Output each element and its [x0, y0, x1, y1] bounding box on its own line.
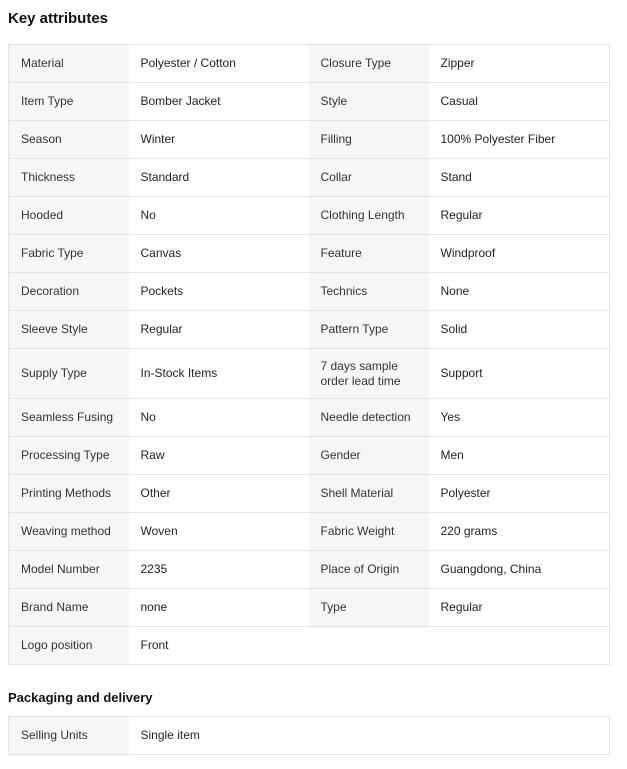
attribute-label: Type [309, 589, 429, 627]
attribute-value: Polyester [429, 475, 610, 513]
attribute-value: Casual [429, 83, 610, 121]
attribute-row [9, 551, 610, 589]
attribute-row [9, 513, 610, 551]
attribute-label: Decoration [9, 273, 129, 311]
attribute-value: Regular [429, 589, 610, 627]
attribute-value: Raw [129, 437, 309, 475]
attribute-label: Weaving method [9, 513, 129, 551]
attribute-label: Collar [309, 159, 429, 197]
attribute-value: Woven [129, 513, 309, 551]
attribute-label: Gender [309, 437, 429, 475]
attribute-label: Processing Type [9, 437, 129, 475]
attribute-label: Logo position [9, 627, 129, 665]
attribute-value: 2235 [129, 551, 309, 589]
attribute-label: Season [9, 121, 129, 159]
attribute-value: Polyester / Cotton [129, 45, 309, 83]
attribute-label: Sleeve Style [9, 311, 129, 349]
attribute-value: Men [429, 437, 610, 475]
attribute-label: Place of Origin [309, 551, 429, 589]
attribute-value: Single item [129, 717, 309, 755]
attribute-value: Regular [129, 311, 309, 349]
attribute-row [9, 197, 610, 235]
attribute-row [9, 627, 610, 665]
attribute-value: none [129, 589, 309, 627]
attribute-label: Technics [309, 273, 429, 311]
attribute-label: Style [309, 83, 429, 121]
attribute-label: Pattern Type [309, 311, 429, 349]
attribute-value: Regular [429, 197, 610, 235]
key-attributes-table [8, 44, 610, 665]
attribute-value: Front [129, 627, 309, 665]
attribute-label: Material [9, 45, 129, 83]
attribute-row [9, 121, 610, 159]
attribute-label: Selling Units [9, 717, 129, 755]
attribute-label: Needle detection [309, 399, 429, 437]
attribute-label: Thickness [9, 159, 129, 197]
attribute-value: None [429, 273, 610, 311]
attribute-label: Supply Type [9, 349, 129, 399]
attribute-label: Clothing Length [309, 197, 429, 235]
attribute-label: Hooded [9, 197, 129, 235]
attribute-value: 100% Polyester Fiber [429, 121, 610, 159]
attribute-label: Item Type [9, 83, 129, 121]
attribute-label: Brand Name [9, 589, 129, 627]
attribute-value: Windproof [429, 235, 610, 273]
attribute-value: Bomber Jacket [129, 83, 309, 121]
packaging-table [8, 716, 610, 755]
attribute-label: Model Number [9, 551, 129, 589]
attribute-label: Fabric Type [9, 235, 129, 273]
attribute-value: Canvas [129, 235, 309, 273]
attribute-value: Guangdong, China [429, 551, 610, 589]
attribute-label: Closure Type [309, 45, 429, 83]
attribute-value: Yes [429, 399, 610, 437]
empty-cell [309, 627, 429, 665]
attribute-row [9, 589, 610, 627]
attribute-value: Other [129, 475, 309, 513]
attribute-row [9, 311, 610, 349]
attribute-value: Support [429, 349, 610, 399]
empty-cell [429, 627, 610, 665]
attribute-row [9, 159, 610, 197]
attribute-label: Shell Material [309, 475, 429, 513]
attribute-value: No [129, 399, 309, 437]
empty-cell [309, 717, 429, 755]
attribute-label: Seamless Fusing [9, 399, 129, 437]
attribute-label: Fabric Weight [309, 513, 429, 551]
attribute-value: In-Stock Items [129, 349, 309, 399]
attribute-value: 220 grams [429, 513, 610, 551]
empty-cell [429, 717, 610, 755]
attribute-label: Filling [309, 121, 429, 159]
attribute-label: 7 days sample order lead time [309, 349, 429, 399]
attribute-row [9, 45, 610, 83]
key-attributes-table-body [9, 45, 610, 665]
attribute-row [9, 475, 610, 513]
attribute-value: Winter [129, 121, 309, 159]
attribute-row [9, 437, 610, 475]
packaging-delivery-heading: Packaging and delivery [8, 690, 153, 705]
attribute-label: Feature [309, 235, 429, 273]
attribute-value: Zipper [429, 45, 610, 83]
attribute-label: Printing Methods [9, 475, 129, 513]
key-attributes-heading: Key attributes [8, 10, 109, 27]
attribute-row [9, 83, 610, 121]
attribute-value: Pockets [129, 273, 309, 311]
attribute-value: Standard [129, 159, 309, 197]
attribute-value: Solid [429, 311, 610, 349]
attribute-row [9, 235, 610, 273]
attribute-row [9, 717, 610, 755]
packaging-table-body [9, 717, 610, 755]
attribute-row [9, 273, 610, 311]
attribute-value: No [129, 197, 309, 235]
attribute-row [9, 399, 610, 437]
attribute-row [9, 349, 610, 399]
attribute-value: Stand [429, 159, 610, 197]
